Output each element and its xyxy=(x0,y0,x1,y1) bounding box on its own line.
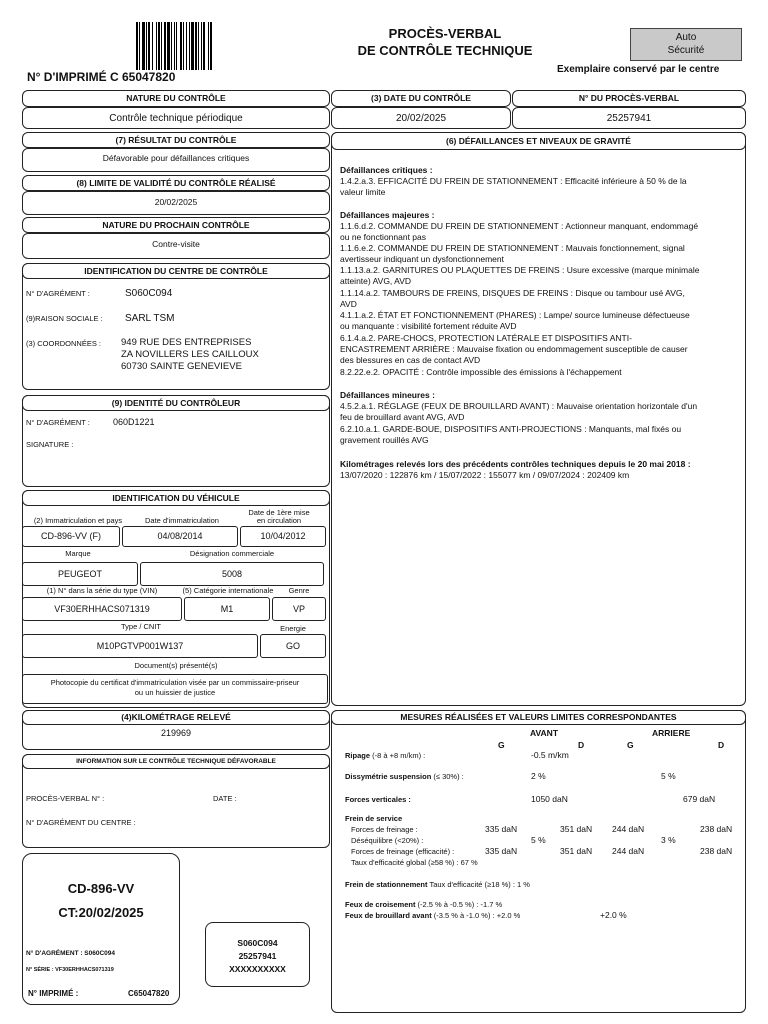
vignette-imprime-value: C65047820 xyxy=(128,989,170,998)
date-immat-field xyxy=(122,526,238,547)
info-defavorable-section xyxy=(22,754,330,848)
majeure-item: 4.1.1.a.2. ÉTAT ET FONCTIONNEMENT (PHARES) : Lampe/ source lumineuse défectueuse ou manquante : visibilité fortement réduite AVD xyxy=(340,310,690,331)
document-title-line2: DE CONTRÔLE TECHNIQUE xyxy=(357,43,533,58)
dissym-limit: (≤ 30%) : xyxy=(431,772,464,781)
barcode-bar xyxy=(171,22,172,70)
controleur-label: (9) IDENTITÉ DU CONTRÔLEUR xyxy=(111,398,241,408)
date-circ-value: 10/04/2012 xyxy=(260,531,306,541)
majeure-item: 1.1.6.d.2. COMMANDE DU FREIN DE STATIONNEMENT : Actionneur manquant, endommagé ou ne fonctionnant pas xyxy=(340,221,699,242)
marque-value: PEUGEOT xyxy=(57,569,102,579)
energie-value: GO xyxy=(285,641,300,651)
brouillard-row xyxy=(345,912,520,921)
mesures-avant: AVANT xyxy=(530,728,559,738)
barcode-bar xyxy=(161,22,162,70)
barcode-bar xyxy=(180,22,182,70)
deseq-avant: 5 % xyxy=(531,835,546,845)
barcode-bar xyxy=(195,22,197,70)
mineures-title: Défaillances mineures : xyxy=(340,390,435,400)
barcode-bar xyxy=(191,22,194,70)
barcode-bar xyxy=(146,22,147,70)
vignette-agrement: N° D'AGRÉMENT : S060C094 xyxy=(26,950,116,957)
barcode-bar xyxy=(198,22,199,70)
vignette-immat: CD-896-VV xyxy=(67,881,135,896)
date-controle-header xyxy=(331,90,511,107)
vin-value: VF30ERHHACS071319 xyxy=(54,604,150,614)
freinage-eff-label: Forces de freinage (efficacité) : xyxy=(351,847,455,856)
centre-section xyxy=(22,263,330,390)
genre-label: Genre xyxy=(288,586,310,595)
kilometrage-section xyxy=(22,710,330,750)
dissym-avant: 2 % xyxy=(531,771,546,781)
date-controle-label: (3) DATE DU CONTRÔLE xyxy=(371,93,471,103)
centre-coord-label: (3) COORDONNÉES : xyxy=(26,339,102,348)
freinage-rg: 244 daN xyxy=(612,824,645,834)
centre-coord-line1: 949 RUE DES ENTREPRISES xyxy=(121,337,252,348)
type-value: M10PGTVP001W137 xyxy=(96,641,184,651)
barcode-bar xyxy=(136,22,138,70)
validite-box xyxy=(22,191,330,215)
taux-global: Taux d'efficacité global (≥58 %) : 67 % xyxy=(351,858,478,867)
barcode-bar xyxy=(142,22,145,70)
freinage-label: Forces de freinage : xyxy=(351,825,418,834)
document-title-line1: PROCÈS-VERBAL xyxy=(388,26,502,41)
stamp-line3: XXXXXXXXXX xyxy=(229,964,286,974)
vehicule-header xyxy=(22,490,330,506)
designation-field xyxy=(140,562,324,586)
freinage-eff-ag: 335 daN xyxy=(485,846,518,856)
barcode xyxy=(136,22,244,70)
centre-label: IDENTIFICATION DU CENTRE DE CONTRÔLE xyxy=(84,266,268,276)
info-defavorable-header xyxy=(22,754,330,769)
frein-service-label: Frein de service xyxy=(345,814,403,823)
kilometrages-history xyxy=(340,459,700,481)
barcode-bar xyxy=(189,22,190,70)
nature-header xyxy=(22,90,330,107)
mesures-label: MESURES RÉALISÉES ET VALEURS LIMITES CORRESPONDANTES xyxy=(400,712,677,722)
barcode-bar xyxy=(203,22,205,70)
freinage-eff-rd: 238 daN xyxy=(700,846,733,856)
designation-label: Désignation commerciale xyxy=(189,549,275,558)
date-immat-label: Date d'immatriculation xyxy=(145,516,219,525)
kilometrage-value: 219969 xyxy=(160,728,192,738)
majeure-item: 1.1.13.a.2. GARNITURES OU PLAQUETTES DE FREINS : Usure excessive (marque minimale atteinte) AVG, AVD xyxy=(340,265,700,286)
ripage-limit: (-8 à +8 m/km) : xyxy=(370,751,426,760)
forces-verticales-arriere: 679 daN xyxy=(683,794,716,804)
mineure-item: 4.5.2.a.1. RÉGLAGE (FEUX DE BROUILLARD AVANT) : Mauvaise orientation horizontale d'un feu de brouillard avant AVG, AVD xyxy=(340,401,698,422)
controleur-header xyxy=(22,395,330,411)
stamp-box xyxy=(205,922,310,987)
mesures-d-arriere: D xyxy=(718,740,725,750)
type-label: Type / CNIT xyxy=(120,622,161,631)
dissym-arriere: 5 % xyxy=(661,771,676,781)
controleur-agrement-label: N° D'AGRÉMENT : xyxy=(26,418,90,427)
documents-line1: Photocopie du certificat d'immatriculation visée par un commissaire-priseur xyxy=(50,678,300,687)
categorie-value: M1 xyxy=(220,604,234,614)
vin-label: (1) N° dans la série du type (VIN) xyxy=(46,586,158,595)
prochain-box xyxy=(22,233,330,259)
majeures-title: Défaillances majeures : xyxy=(340,210,435,220)
ripage-value: -0.5 m/km xyxy=(531,750,569,760)
prochain-value: Contre-visite xyxy=(152,239,200,249)
validite-label: (8) LIMITE DE VALIDITÉ DU CONTRÔLE RÉALISÉ xyxy=(76,178,276,188)
critique-item: 1.4.2.a.3. EFFICACITÉ DU FREIN DE STATIONNEMENT : Efficacité inférieure à 50 % de la valeur limite xyxy=(340,176,687,197)
pv-number-header xyxy=(512,90,746,107)
barcode-bar xyxy=(158,22,160,70)
vignette-imprime-label: N° IMPRIMÉ : xyxy=(28,989,79,998)
immat-value: CD-896-VV (F) xyxy=(40,531,101,541)
kilometrage-header xyxy=(22,710,330,725)
mesures-arriere: ARRIERE xyxy=(652,728,691,738)
barcode-bar xyxy=(148,22,150,70)
barcode-bar xyxy=(183,22,184,70)
dissym-row xyxy=(345,773,464,782)
barcode-bar xyxy=(156,22,157,70)
documents-field xyxy=(22,674,328,704)
resultat-label: (7) RÉSULTAT DU CONTRÔLE xyxy=(115,135,237,145)
controleur-section xyxy=(22,395,330,487)
marque-label: Marque xyxy=(65,549,91,558)
croisement-label: Feux de croisement xyxy=(345,900,416,909)
date-circ-field xyxy=(240,526,326,547)
date-controle-value: 20/02/2025 xyxy=(395,113,447,124)
kilometrages-values: 13/07/2020 : 122876 km / 15/07/2022 : 155077 km / 09/07/2024 : 202409 km xyxy=(340,470,630,480)
mesures-d-avant: D xyxy=(578,740,585,750)
vin-field xyxy=(22,597,182,621)
majeure-item: 6.1.4.a.2. PARE-CHOCS, PROTECTION LATÉRALE ET DISPOSITIFS ANTI-ENCASTREMENT ARRIÈRE : Mauvaise fixation ou endommagement susceptible de causer des blessures en cas de contact AVD xyxy=(340,333,688,365)
genre-field xyxy=(272,597,326,621)
vignette-ct: CT:20/02/2025 xyxy=(58,905,144,920)
info-date-label: DATE : xyxy=(213,794,237,803)
resultat-header xyxy=(22,132,330,148)
categorie-label: (5) Catégorie internationale xyxy=(182,586,274,595)
forces-verticales-avant: 1050 daN xyxy=(531,794,568,804)
nature-value-box xyxy=(22,107,330,129)
defaillances-header xyxy=(331,132,746,150)
croisement-rest: (-2.5 % à -0.5 %) : -1.7 % xyxy=(415,900,503,909)
controleur-agrement-value: 060D1221 xyxy=(113,417,155,427)
immat-field xyxy=(22,526,120,547)
vehicule-label: IDENTIFICATION DU VÉHICULE xyxy=(112,493,240,503)
pv-number-box xyxy=(512,107,746,129)
brouillard-label: Feux de brouillard avant xyxy=(345,911,432,920)
marque-field xyxy=(22,562,138,586)
freinage-eff-rg: 244 daN xyxy=(612,846,645,856)
energie-label: Energie xyxy=(280,624,306,633)
dissym-label: Dissymétrie suspension xyxy=(345,772,432,781)
type-field xyxy=(22,634,258,658)
date-controle-box xyxy=(331,107,511,129)
forces-verticales-label: Forces verticales : xyxy=(345,795,411,804)
info-pv-label: PROCÈS-VERBAL N° : xyxy=(26,794,105,803)
validite-value: 20/02/2025 xyxy=(154,197,198,207)
barcode-bar xyxy=(174,22,175,70)
centre-agrement-value: S060C094 xyxy=(125,288,173,299)
vignette-card xyxy=(22,853,180,1005)
stamp-line2: 25257941 xyxy=(238,951,277,961)
deseq-label: Déséquilibre (<20%) : xyxy=(351,836,424,845)
resultat-box xyxy=(22,148,330,172)
brouillard-droite: +2.0 % xyxy=(600,910,627,920)
brand-badge-line1: Auto xyxy=(675,32,697,43)
brand-badge-line2: Sécurité xyxy=(667,45,705,56)
prochain-label: NATURE DU PROCHAIN CONTRÔLE xyxy=(102,220,250,230)
freinage-rd: 238 daN xyxy=(700,824,733,834)
documents-label: Document(s) présenté(s) xyxy=(134,661,218,670)
stationnement-label: Frein de stationnement xyxy=(345,880,428,889)
nature-header-label: NATURE DU CONTRÔLE xyxy=(126,93,226,103)
critiques-title: Défaillances critiques : xyxy=(340,165,433,175)
kilometrage-label: (4)KILOMÉTRAGE RELEVÉ xyxy=(121,712,231,722)
designation-value: 5008 xyxy=(221,569,243,579)
deseq-arriere: 3 % xyxy=(661,835,676,845)
barcode-bar xyxy=(201,22,202,70)
nature-value: Contrôle technique périodique xyxy=(109,113,243,124)
centre-agrement-label: N° D'AGRÉMENT : xyxy=(26,289,90,298)
date-circ-label2: en circulation xyxy=(256,516,302,525)
barcode-bar xyxy=(139,22,140,70)
centre-raison-label: (9)RAISON SOCIALE : xyxy=(26,314,103,323)
date-immat-value: 04/08/2014 xyxy=(157,531,203,541)
barcode-bar xyxy=(176,22,177,70)
signature-label: SIGNATURE : xyxy=(26,440,74,449)
defaillances-label: (6) DÉFAILLANCES ET NIVEAUX DE GRAVITÉ xyxy=(446,136,631,146)
majeure-item: 1.1.6.e.2. COMMANDE DU FREIN DE STATIONNEMENT : Mauvais fonctionnement, signal avertisseur indiquant un dysfonctionnement xyxy=(340,243,685,264)
categorie-field xyxy=(184,597,270,621)
date-circ-label1: Date de 1ère mise xyxy=(248,508,310,517)
immat-label: (2) Immatriculation et pays xyxy=(33,516,123,525)
barcode-bar xyxy=(186,22,187,70)
freinage-ad: 351 daN xyxy=(560,824,593,834)
pv-number-value: 25257941 xyxy=(606,113,652,124)
mineure-item: 6.2.10.a.1. GARDE-BOUE, DISPOSITIFS ANTI-PROJECTIONS : Manquants, mal fixés ou gravement rouillés AVG xyxy=(340,424,682,445)
pv-number-label: N° DU PROCÈS-VERBAL xyxy=(578,93,680,103)
stamp-line1: S060C094 xyxy=(237,938,278,948)
validite-header xyxy=(22,175,330,191)
barcode-bar xyxy=(167,22,170,70)
centre-raison-value: SARL TSM xyxy=(125,313,175,324)
centre-header xyxy=(22,263,330,279)
exemplaire-note: Exemplaire conservé par le centre xyxy=(557,64,720,75)
brouillard-rest: (-3.5 % à -1.0 %) : +2.0 % xyxy=(431,911,521,920)
centre-coord-line2: ZA NOVILLERS LES CAILLOUX xyxy=(121,349,259,360)
genre-value: VP xyxy=(292,604,305,614)
mesures-g-avant: G xyxy=(498,740,505,750)
freinage-eff-ad: 351 daN xyxy=(560,846,593,856)
prochain-header xyxy=(22,217,330,233)
barcode-bar xyxy=(208,22,209,70)
centre-coord-line3: 60730 SAINTE GENEVIEVE xyxy=(121,361,242,372)
documents-line2: ou un huissier de justice xyxy=(134,688,216,697)
vignette-serie: N° SÉRIE : VF30ERHHACS071319 xyxy=(26,967,114,973)
croisement-row xyxy=(345,901,502,910)
mesures-g-arriere: G xyxy=(627,740,634,750)
barcode-bar xyxy=(152,22,153,70)
freinage-ag: 335 daN xyxy=(485,824,518,834)
mesures-header xyxy=(331,710,746,725)
barcode-bar xyxy=(210,22,212,70)
ripage-row xyxy=(345,752,425,761)
resultat-value: Défavorable pour défaillances critiques xyxy=(102,153,250,163)
energie-field xyxy=(260,634,326,658)
stationnement-rest: Taux d'efficacité (≥18 %) : 1 % xyxy=(427,880,530,889)
majeure-item: 1.1.14.a.2. TAMBOURS DE FREINS, DISQUES DE FREINS : Disque ou tambour usé AVG, AVD xyxy=(340,288,685,309)
ripage-label: Ripage xyxy=(345,751,371,760)
info-agrement-label: N° D'AGRÉMENT DU CENTRE : xyxy=(26,818,136,827)
info-defavorable-label: INFORMATION SUR LE CONTRÔLE TECHNIQUE DÉFAVORABLE xyxy=(76,758,276,765)
imprime-number: N° D'IMPRIMÉ C 65047820 xyxy=(27,70,176,84)
brand-badge xyxy=(630,28,742,61)
barcode-bar xyxy=(164,22,166,70)
kilometrages-title: Kilométrages relevés lors des précédents contrôles techniques depuis le 20 mai 2018 : xyxy=(340,459,691,469)
majeure-item: 8.2.22.e.2. OPACITÉ : Contrôle impossible des émissions à l'échappement xyxy=(340,367,622,377)
stationnement-row xyxy=(345,881,530,890)
